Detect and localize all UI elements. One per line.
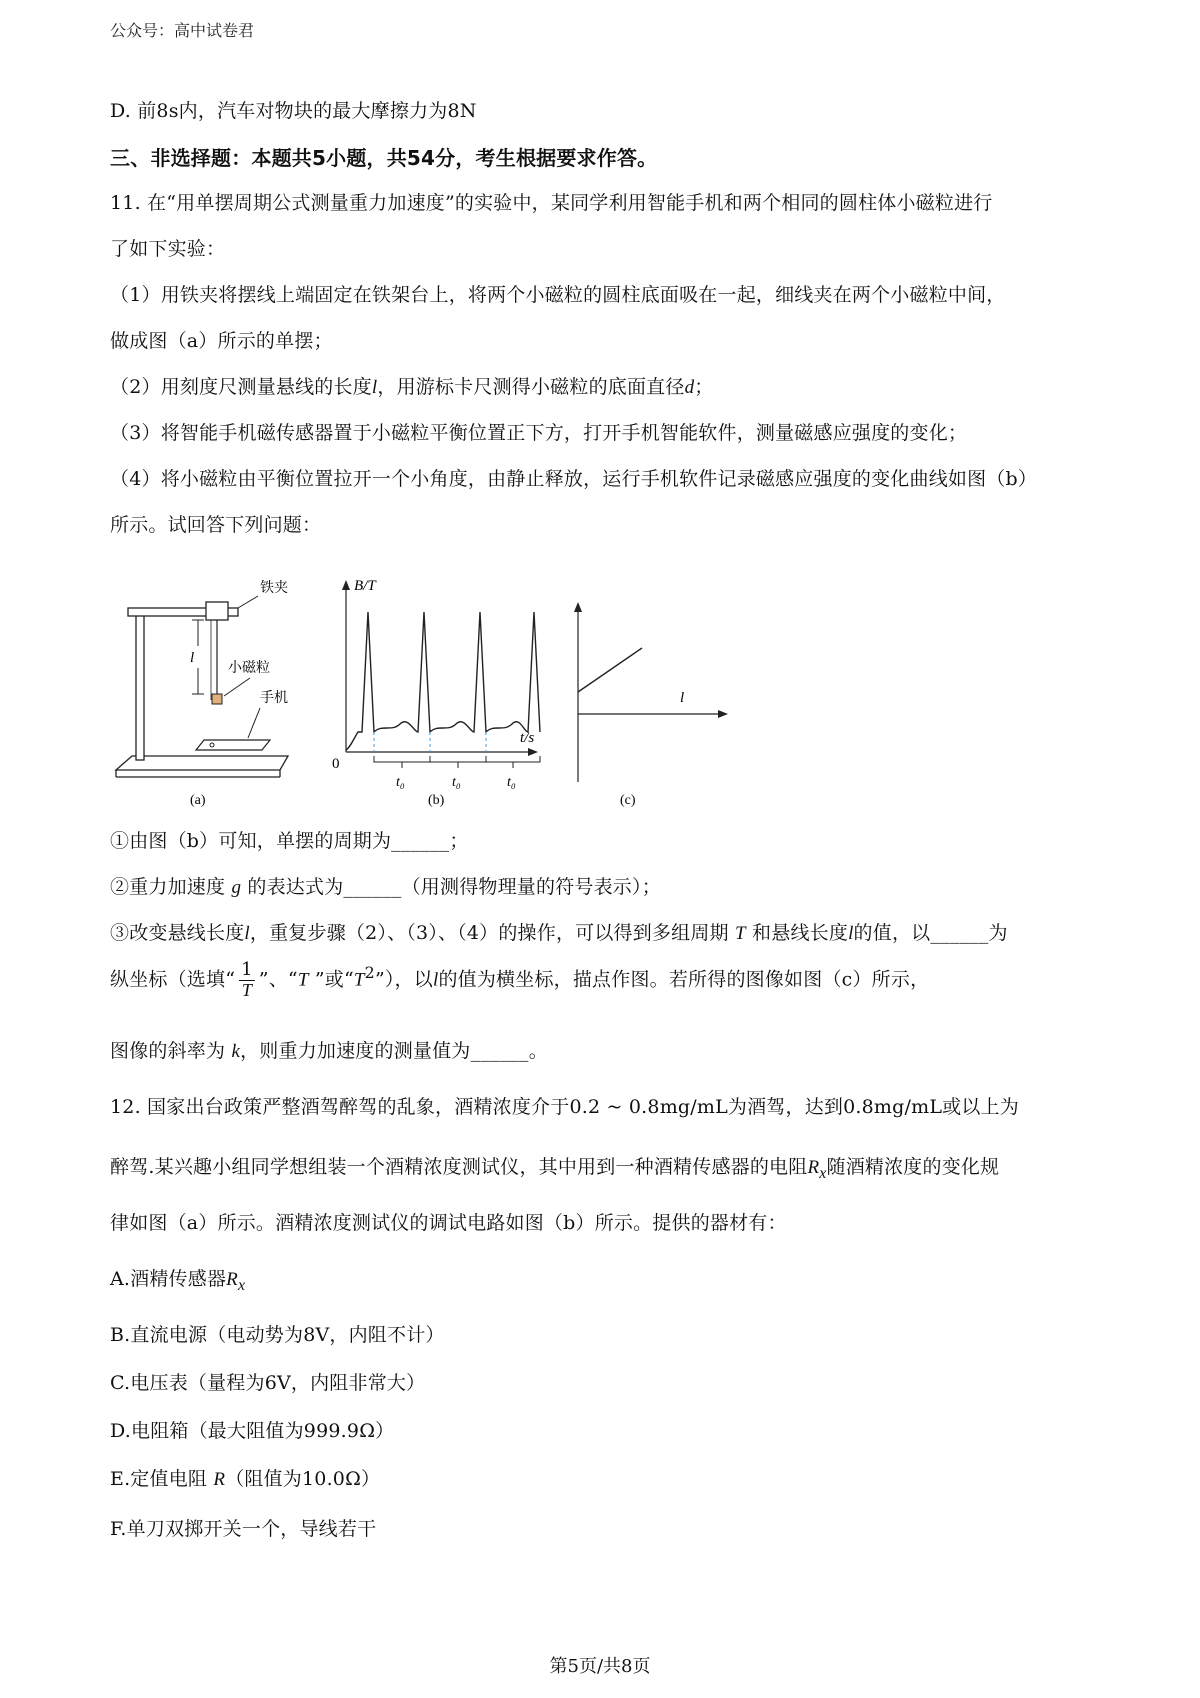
q11-step3: （3）将智能手机磁传感器置于小磁粒平衡位置正下方，打开手机智能软件，测量磁感应强度的变化； [110,422,968,444]
clamp-pointer [238,596,258,608]
magnet [212,694,222,704]
var-T: T [735,923,746,944]
b-t0-label: t₀ [396,775,405,790]
b-xlabel: t/s [520,730,535,746]
caption-b: (b) [428,793,445,808]
caption-c: (c) [620,793,636,808]
c-yarrow [574,602,582,612]
b-brace [430,756,486,768]
iron-clamp [206,602,228,620]
q12-item-c: C.电压表（量程为6V，内阻非常大） [110,1372,426,1394]
text: （阻值为10.0Ω） [225,1468,381,1490]
q12-item-e [110,1464,380,1491]
text: ； [694,376,714,398]
q11-sub3-line3 [110,1036,548,1063]
q11-sub2 [110,872,661,899]
b-xarrow [528,748,538,756]
q11-sub3-line2 [110,960,929,1001]
magnet-label: 小磁粒 [228,660,270,676]
var-T: T [297,969,309,991]
text: 醉驾.某兴趣小组同学想组装一个酒精浓度测试仪，其中用到一种酒精传感器的电阻 [110,1156,808,1178]
q11-step1a: （1）用铁夹将摆线上端固定在铁架台上，将两个小磁粒的圆柱底面吸在一起，细线夹在两个小磁粒中间， [110,284,1006,306]
page-footer: 第5页/共8页 [549,1656,651,1677]
text: 和悬线长度 [752,922,849,944]
l-label: l [190,650,195,666]
var-x: x [237,1276,246,1294]
q11-step4a: （4）将小磁粒由平衡位置拉开一个小角度，由静止释放，运行手机软件记录磁感应强度的变化曲线如图（b） [110,468,1038,490]
frac-num: 1 [241,959,253,980]
var-l: l [371,377,378,398]
q11-line2: 了如下实验： [110,238,226,260]
figure-a [116,579,288,808]
q12-item-d: D.电阻箱（最大阻值为999.9Ω） [110,1420,395,1442]
text: ，用游标卡尺测得小磁粒的底面直径 [377,376,685,398]
b-yarrow [342,580,350,590]
q11-sub1: ①由图（b）可知，单摆的周期为______； [110,830,469,852]
q12-item-b: B.直流电源（电动势为8V，内阻不计） [110,1324,445,1346]
phone-pointer [248,708,260,738]
figure-c [574,602,728,808]
var-x: x [819,1164,827,1182]
square: 2 [364,962,375,982]
frac-den: T [241,979,253,1000]
text: ”、“ [258,968,298,991]
text: ”），以 [374,968,433,991]
text: 的表达式为______（用测得物理量的符号表示）； [247,876,661,898]
var-R: R [213,1469,226,1490]
q12-line2 [110,1152,999,1183]
q11-step4b: 所示。试回答下列问题： [110,514,322,536]
var-l: l [848,923,854,944]
text: ③改变悬线长度 [110,922,245,944]
q11-figures [110,572,730,812]
q11-sub3-line1 [110,918,1008,945]
text: ，则重力加速度的测量值为______。 [240,1040,548,1062]
var-g: g [231,877,242,898]
q12-item-f: F.单刀双掷开关一个，导线若干 [110,1518,377,1540]
text: A.酒精传感器 [110,1268,227,1290]
var-d: d [684,377,695,398]
q12-line1: 12. 国家出台政策严整酒驾醉驾的乱象，酒精浓度介于0.2 ~ 0.8mg/mL为酒驾，达到0.8mg/mL或以上为 [110,1096,1019,1118]
c-xlabel: l [680,690,685,706]
caption-a: (a) [190,793,206,808]
c-xarrow [718,710,728,718]
text: 图像的斜率为 [110,1040,226,1062]
fraction-1-over-T [239,960,255,1001]
clamp-label: 铁夹 [260,580,288,596]
text: ”或“ [314,968,354,991]
b-origin: 0 [332,756,340,772]
text: （2）用刻度尺测量悬线的长度 [110,376,372,398]
q11-line1: 11. 在“用单摆周期公式测量重力加速度”的实验中，某同学利用智能手机和两个相同的圆柱体小磁粒进行 [110,192,993,214]
q11-step1b: 做成图（a）所示的单摆； [110,330,333,352]
magnet-pointer [224,678,250,696]
q12-line3: 律如图（a）所示。酒精浓度测试仪的调试电路如图（b）所示。提供的器材有： [110,1212,787,1234]
b-t0-label: t₀ [507,775,516,790]
text: 的值，以______为 [853,922,1008,944]
var-R: R [807,1157,820,1178]
figure-b [332,578,540,808]
text: 纵坐标（选填“ [110,968,236,991]
var-l: l [244,923,250,944]
section-title: 三、非选择题：本题共5小题，共54分，考生根据要求作答。 [110,146,658,170]
c-line [578,648,642,692]
var-R: R [226,1269,238,1290]
text: E.定值电阻 [110,1468,208,1490]
phone [196,740,270,750]
b-brace [486,756,540,768]
text: ②重力加速度 [110,876,226,898]
option-d: D. 前8s内，汽车对物块的最大摩擦力为8N [110,100,477,122]
b-t0-label: t₀ [452,775,461,790]
var-T: T [353,969,365,991]
b-ylabel: B/T [354,578,376,594]
phone-label: 手机 [260,690,288,706]
text: ，重复步骤（2）、（3）、（4）的操作，可以得到多组周期 [249,922,729,944]
text: 随酒精浓度的变化规 [826,1156,1000,1178]
var-l: l [432,969,439,991]
q12-item-a [110,1264,245,1295]
page-header: 公众号：高中试卷君 [110,21,255,40]
var-k: k [231,1041,241,1062]
text: 的值为横坐标，描点作图。若所得的图像如图（c）所示， [438,968,930,991]
b-brace [374,756,430,768]
b-curve [346,612,540,750]
q11-step2 [110,372,713,399]
stand-rod [136,612,144,760]
